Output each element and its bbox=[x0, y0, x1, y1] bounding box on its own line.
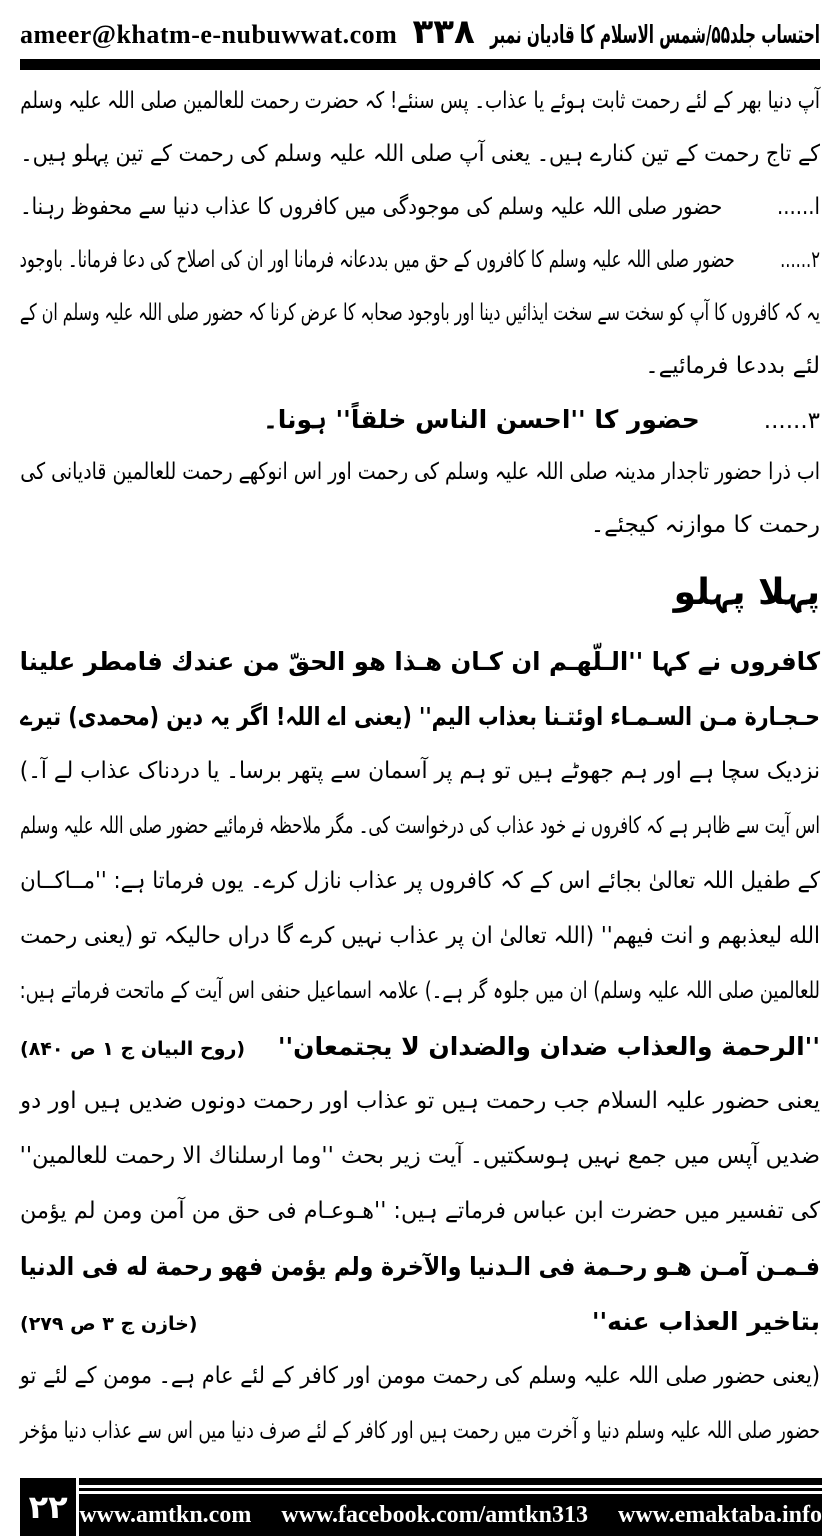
header-divider bbox=[20, 59, 820, 70]
body-line: کے طفیل اللہ تعالیٰ بجائے اس کے کہ کافروں پر عذاب نازل کرے۔ یوں فرماتا ہے: ''مــاكــان bbox=[20, 868, 820, 894]
list-item-text: حضور صلی اللہ علیہ وسلم کا کافروں کے حق میں بددعانہ فرمانا اور ان کی اصلاح کی دعا فرمانا۔ باوجود bbox=[19, 247, 735, 273]
page-body bbox=[0, 70, 840, 1459]
body-line: یعنی حضور علیہ السلام جب رحمت ہیں تو عذاب اور رحمت دونوں ضدیں ہیں اور دو bbox=[20, 1088, 820, 1114]
body-line: اب ذرا حضور تاجدار مدینہ صلی اللہ علیہ وسلم کی رحمت اور اس انوکھے رحمت للعالمین قادیانی کی bbox=[20, 459, 820, 485]
body-line: الله ليعذبهم و انت فيهم'' (اللہ تعالیٰ ان پر عذاب نہیں کرے گا دراں حالیکہ تو (یعنی رحمت bbox=[20, 923, 821, 949]
body-line: یہ کہ کافروں کا آپ کو سخت سے سخت ایذائیں دینا اور باوجود صحابہ کا عرض کرنا کہ حضور صلی اللہ علیہ وسلم ان کے bbox=[19, 300, 820, 326]
list-item-number: ۳...... bbox=[763, 408, 820, 434]
body-line: نزدیک سچا ہے اور ہم جھوٹے ہیں تو ہم پر آسمان سے پتھر برسا۔ یا دردناک عذاب لے آ۔) bbox=[19, 758, 820, 784]
list-item-1 bbox=[20, 181, 820, 234]
arabic-quote: ''الرحمة والعذاب ضدان والضدان لا يجتمعان'' bbox=[277, 1032, 820, 1061]
footer-rule-thick bbox=[79, 1478, 822, 1485]
list-item-2 bbox=[19, 234, 820, 287]
arabic-quote: بتاخير العذاب عنه'' bbox=[591, 1307, 820, 1336]
list-item-text: حضور کا ''احسن الناس خلقاً'' ہونا۔ bbox=[263, 405, 700, 434]
page-header bbox=[0, 0, 840, 52]
list-item-number: ۲...... bbox=[780, 247, 820, 273]
list-item-number: ا...... bbox=[777, 194, 820, 220]
body-line: للعالمین صلی اللہ علیہ وسلم) ان میں جلوہ گر ہے۔) علامہ اسماعیل حنفی اس آیت کے ماتحت فرماتے ہیں: bbox=[19, 978, 821, 1004]
footer-bars bbox=[79, 1478, 822, 1536]
list-item-text: حضور صلی اللہ علیہ وسلم کی موجودگی میں کافروں کا عذاب دنیا سے محفوظ رہنا۔ bbox=[20, 194, 723, 220]
quote-with-reference bbox=[20, 1294, 820, 1349]
list-item-3 bbox=[20, 393, 820, 446]
body-line: ضدیں آپس میں جمع نہیں ہوسکتیں۔ آیت زیر بحث ''وما ارسلناك الا رحمت للعالمين'' bbox=[19, 1143, 821, 1169]
section-heading: پہلا پہلو bbox=[673, 572, 820, 613]
header-title: احتساب جلد۵۵/شمس الاسلام کا قادیان نمبر bbox=[490, 20, 820, 49]
footer-links: www.amtkn.com www.facebook.com/amtkn313 www.emaktaba.info bbox=[79, 1494, 822, 1536]
header-email: ameer@khatm-e-nubuwwat.com bbox=[20, 20, 398, 49]
quote-with-reference bbox=[20, 1019, 820, 1074]
body-line: اس آیت سے ظاہر ہے کہ کافروں نے خود عذاب کی درخواست کی۔ مگر ملاحظہ فرمائیے حضور صلی اللہ علیہ وسلم bbox=[20, 813, 820, 839]
arabic-quote-line: فـمـن آمـن هـو رحـمة فى الـدنيا والآخرة ولم يؤمن فهو رحمة له فى الدنيا bbox=[19, 1252, 821, 1281]
page-footer bbox=[20, 1478, 822, 1536]
citation-reference: (روح البیان ج ۱ ص ۸۴۰) bbox=[20, 1038, 246, 1060]
body-line: حضور صلی اللہ علیہ وسلم دنیا و آخرت میں رحمت ہیں اور کافر کے لئے صرف دنیا میں اس سے عذاب دنیا مؤخر bbox=[20, 1418, 821, 1444]
body-line: رحمت کا موازنہ کیجئے۔ bbox=[590, 512, 820, 538]
footer-page-number: ۲۲ bbox=[20, 1478, 76, 1536]
body-line: کے تاج رحمت کے تین کنارے ہیں۔ یعنی آپ صلی اللہ علیہ وسلم کی رحمت کے تین پہلو ہیں۔ bbox=[20, 141, 820, 167]
arabic-quote-line: حـجـارة مـن السـمـاء اوئتـنا بعذاب اليم'' (یعنی اے اللہ! اگر یہ دین (محمدی) تیرے bbox=[20, 702, 820, 731]
citation-reference: (خازن ج ۳ ص ۲۷۹) bbox=[20, 1313, 198, 1335]
body-line: لئے بددعا فرمائیے۔ bbox=[645, 353, 820, 379]
arabic-quote-line: کافروں نے کہا ''الـلّهـم ان كـان هـذا هو الحقّ من عندك فامطر علينا bbox=[19, 647, 820, 676]
header-page-number: ۳۳۸ bbox=[412, 12, 475, 52]
body-line: کی تفسیر میں حضرت ابن عباس فرماتے ہیں: ''هـوعـام فى حق من آمن ومن لم يؤمن bbox=[20, 1198, 821, 1224]
body-line: آپ دنیا بھر کے لئے رحمت ثابت ہوئے یا عذاب۔ پس سنئے! کہ حضرت رحمت للعالمین صلی اللہ علیہ وسلم bbox=[20, 88, 820, 114]
body-line: (یعنی حضور صلی اللہ علیہ وسلم کی رحمت مومن اور کافر کے لئے عام ہے۔ مومن کے لئے تو bbox=[19, 1363, 820, 1389]
